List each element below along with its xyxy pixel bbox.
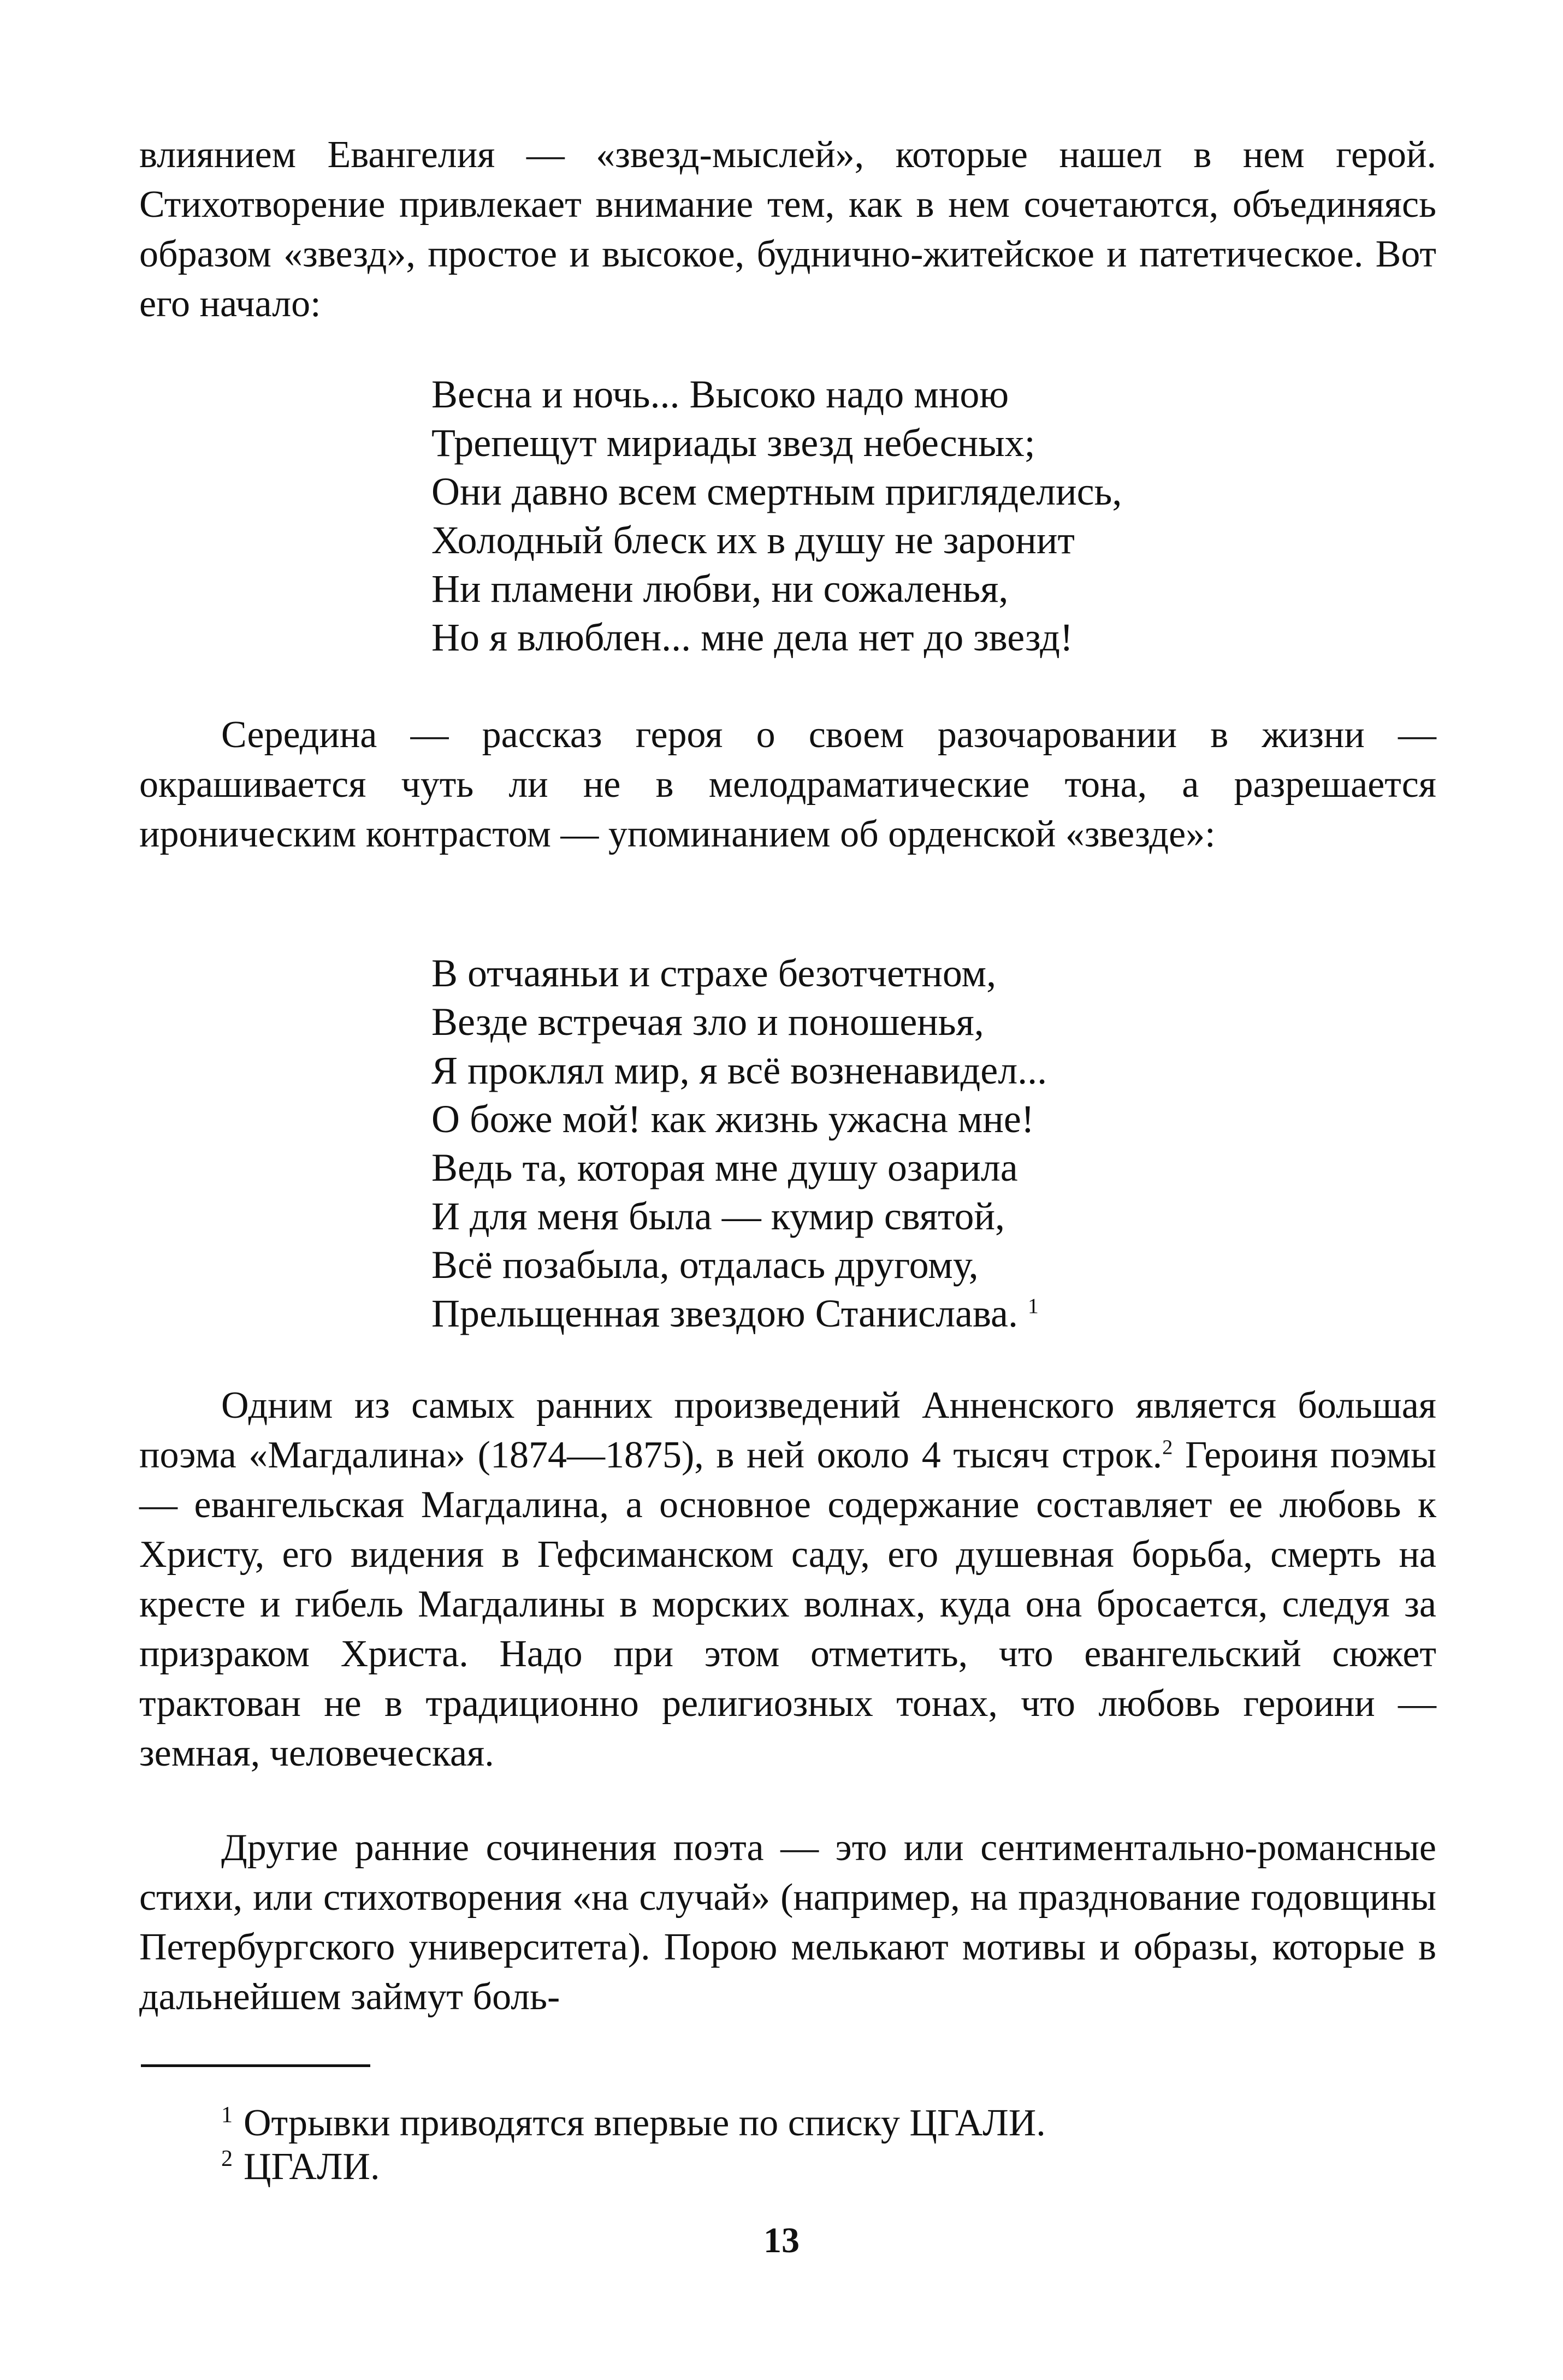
footnote-2: [221, 2145, 380, 2189]
verse-line: Но я влюблен... мне дела нет до звезд!: [431, 615, 1073, 659]
footnote-divider: [141, 2064, 370, 2067]
verse-line: Весна и ночь... Высоко надо мною: [431, 372, 1009, 416]
footnote-mark: 1: [221, 2102, 233, 2128]
paragraph-intro: влиянием Евангелия — «звезд-мыслей», которые нашел в нем герой. Стихотворение привлекает внимание тем, как в нем сочетаются, объединяясь образом «звезд», простое и высокое, буднично-житейское и патетическое. Вот его начало:: [139, 134, 1436, 325]
verse-despair: [431, 949, 1469, 1338]
paragraph-text: Одним из самых ранних произведений Анненского является большая поэма «Магдалина» (1874—1875), в ней около 4 тысяч строк.: [139, 1384, 1436, 1476]
verse-spring-night: [431, 370, 1469, 662]
footnote-1: [221, 2101, 1046, 2145]
paragraph-middle: Середина — рассказ героя о своем разочаровании в жизни — окрашивается чуть ли не в мелодраматические тона, а разрешается ироническим контрастом — упоминанием об орденской «звезде»:: [139, 714, 1436, 855]
footnote-text: Отрывки приводятся впервые по списку ЦГАЛИ.: [244, 2102, 1046, 2144]
page-number: 13: [763, 2221, 800, 2260]
verse-line: Трепещут мириады звезд небесных;: [431, 421, 1035, 465]
verse-line: Везде встречая зло и поношенья,: [431, 1000, 984, 1044]
verse-line: Они давно всем смертным пригляделись,: [431, 470, 1122, 513]
verse-line-with-footnote: [431, 1289, 1469, 1338]
footnote-reference: 2: [1162, 1436, 1173, 1459]
footnote-text: ЦГАЛИ.: [244, 2146, 380, 2188]
paragraph-text: Героиня поэмы — евангельская Магдалина, а основное содержание составляет ее любовь к Христу, его видения в Гефсиманском саду, его душевная борьба, смерть на кресте и гибель Магдалины в морских волнах, куда она бросается, следуя за призраком Христа. Надо при этом отметить, что евангельский сюжет трактован не в традиционно религиозных тонах, что любовь героини — земная, человеческая.: [139, 1434, 1436, 1774]
verse-line-text: Прельщенная звездою Станислава.: [431, 1292, 1018, 1335]
paragraph-early-works: Другие ранние сочинения поэта — это или сентиментально-романсные стихи, или стихотворения «на случай» (например, на празднование годовщины Петербургского университета). Порою мелькают мотивы и образы, которые в дальнейшем займут боль-: [139, 1827, 1436, 2018]
verse-line: Ни пламени любви, ни сожаленья,: [431, 567, 1009, 611]
verse-line: Холодный блеск их в душу не заронит: [431, 518, 1075, 562]
footnote-reference: 1: [1027, 1294, 1039, 1318]
verse-line: Я проклял мир, я всё возненавидел...: [431, 1049, 1047, 1092]
verse-line: О боже мой! как жизнь ужасна мне!: [431, 1097, 1034, 1141]
verse-line: И для меня была — кумир святой,: [431, 1194, 1005, 1238]
verse-line: Всё позабыла, отдалась другому,: [431, 1243, 979, 1287]
verse-line: В отчаяньи и страхе безотчетном,: [431, 951, 997, 995]
verse-line: Ведь та, которая мне душу озарила: [431, 1146, 1018, 1189]
footnote-mark: 2: [221, 2146, 233, 2171]
paragraph-magdalina: [139, 1381, 1436, 1778]
